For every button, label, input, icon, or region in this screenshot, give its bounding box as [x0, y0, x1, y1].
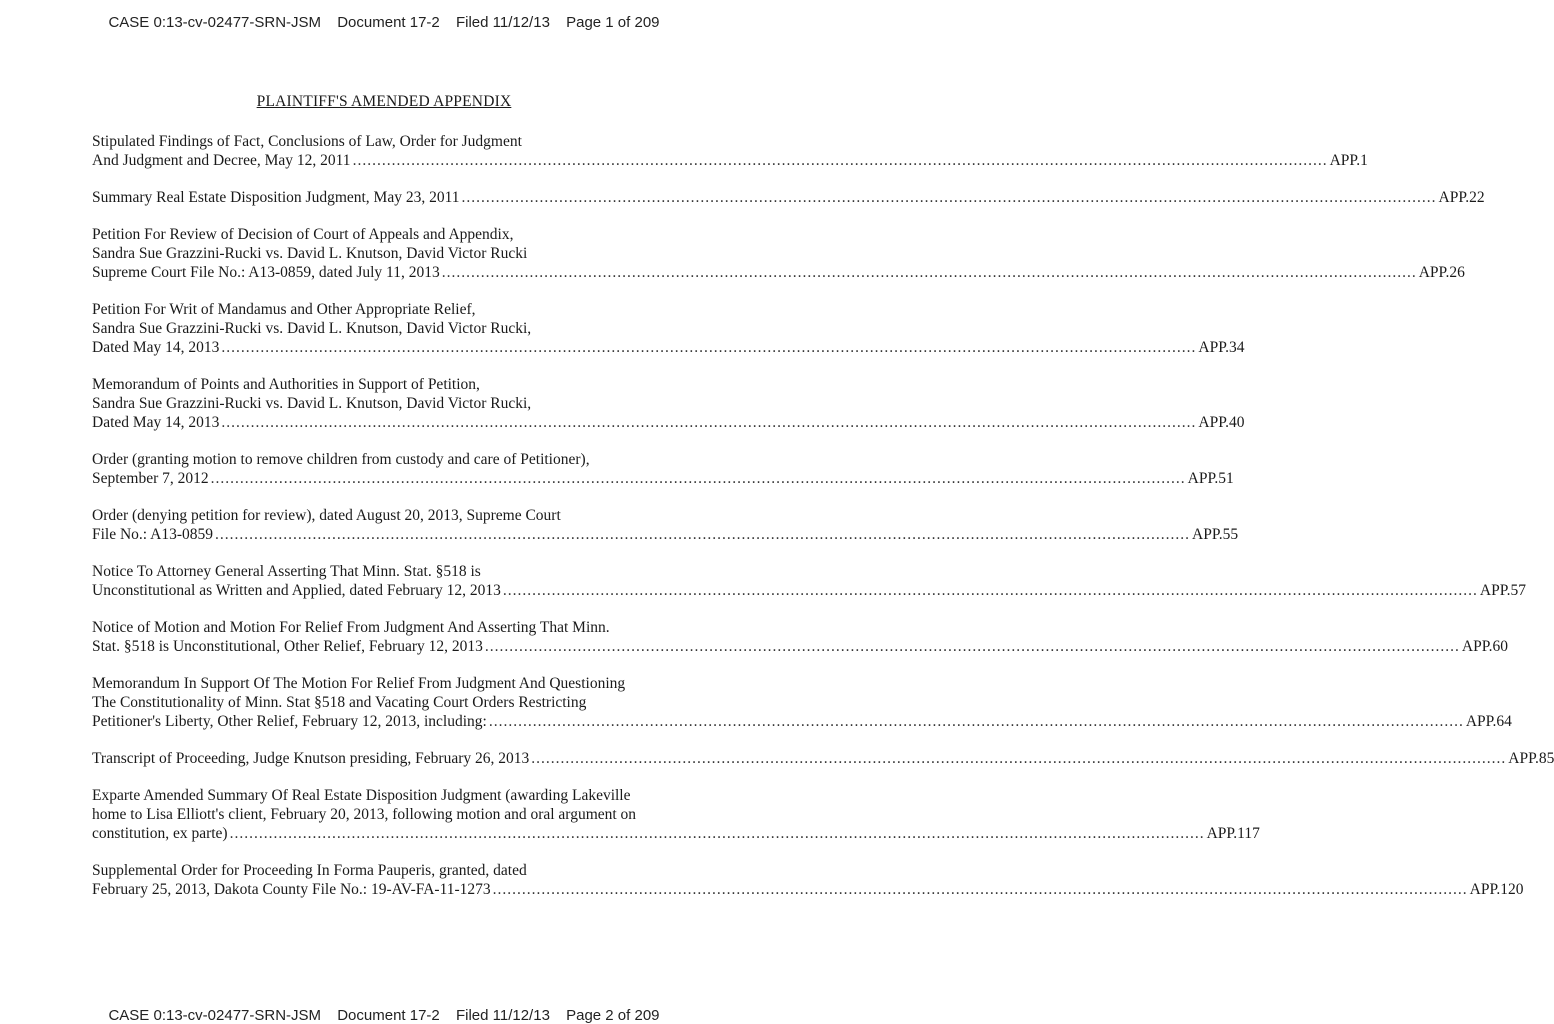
- entry-page-ref: APP.1: [1329, 152, 1368, 169]
- page-number: Page 1 of 209: [566, 14, 660, 31]
- appendix-entry: [92, 132, 1368, 170]
- appendix-entry: [92, 225, 1465, 282]
- page-title: PLAINTIFF'S AMENDED APPENDIX: [256, 93, 512, 110]
- filed-date: Filed 11/12/13: [455, 14, 550, 31]
- entry-page-ref: APP.51: [1187, 470, 1234, 487]
- dot-leader: ........................................................................................................................................................................................................: [441, 264, 1417, 281]
- entry-page-ref: APP.34: [1198, 339, 1245, 356]
- entry-line: Order (denying petition for review), dated August 20, 2013, Supreme Court: [92, 507, 561, 524]
- dot-leader: ........................................................................................................................................................................................................: [492, 881, 1468, 898]
- appendix-entry: [92, 506, 1239, 544]
- entry-last-line: [92, 525, 1239, 544]
- entry-text: Dated May 14, 2013: [92, 414, 220, 431]
- dot-leader: ........................................................................................................................................................................................................: [484, 638, 1460, 655]
- entry-page-ref: APP.60: [1461, 638, 1508, 655]
- dot-leader: ........................................................................................................................................................................................................: [502, 582, 1478, 599]
- entry-page-ref: APP.85: [1508, 750, 1554, 767]
- entry-last-line: [92, 824, 1260, 843]
- document-number: Document 17-2: [337, 14, 440, 31]
- entry-text: Unconstitutional as Written and Applied, dated February 12, 2013: [92, 582, 501, 599]
- entry-text: September 7, 2012: [92, 470, 209, 487]
- dot-leader: ........................................................................................................................................................................................................: [221, 339, 1197, 356]
- dot-leader: ........................................................................................................................................................................................................: [488, 713, 1464, 730]
- entry-line: Sandra Sue Grazzini-Rucki vs. David L. Knutson, David Victor Rucki,: [92, 320, 532, 337]
- dot-leader: ........................................................................................................................................................................................................: [210, 470, 1186, 487]
- entry-text: File No.: A13-0859: [92, 526, 213, 543]
- appendix-entry: [92, 861, 1524, 899]
- entry-last-line: [92, 263, 1465, 282]
- entry-page-ref: APP.55: [1192, 526, 1239, 543]
- appendix-entry: [92, 450, 1234, 488]
- entry-text: Transcript of Proceeding, Judge Knutson presiding, February 26, 2013: [92, 750, 530, 767]
- dot-leader: ........................................................................................................................................................................................................: [531, 750, 1507, 767]
- entry-text: And Judgment and Decree, May 12, 2011: [92, 152, 351, 169]
- dot-leader: ........................................................................................................................................................................................................: [221, 414, 1197, 431]
- entry-last-line: [92, 151, 1368, 170]
- entry-line: Sandra Sue Grazzini-Rucki vs. David L. Knutson, David Victor Rucki,: [92, 395, 532, 412]
- appendix-entry: [92, 786, 1260, 843]
- entry-line: Supplemental Order for Proceeding In Forma Pauperis, granted, dated: [92, 862, 527, 879]
- entry-line: The Constitutionality of Minn. Stat §518 and Vacating Court Orders Restricting: [92, 694, 587, 711]
- footer-document-number: Document 17-2: [337, 1007, 440, 1024]
- entry-page-ref: APP.40: [1198, 414, 1245, 431]
- entry-page-ref: APP.57: [1479, 582, 1526, 599]
- entry-text: Supreme Court File No.: A13-0859, dated July 11, 2013: [92, 264, 440, 281]
- entry-last-line: [92, 880, 1524, 899]
- entry-last-line: [92, 637, 1508, 656]
- dot-leader: ........................................................................................................................................................................................................: [229, 825, 1205, 842]
- entry-page-ref: APP.22: [1438, 189, 1485, 206]
- entry-text: February 25, 2013, Dakota County File No.: 19-AV-FA-11-1273: [92, 881, 491, 898]
- page-footer: [0, 1007, 768, 1024]
- page-header: [0, 14, 768, 31]
- dot-leader: ........................................................................................................................................................................................................: [215, 526, 1190, 543]
- entry-last-line: [92, 581, 1526, 600]
- case-number: CASE 0:13-cv-02477-SRN-JSM: [108, 14, 322, 31]
- appendix-entry: [92, 749, 1554, 768]
- dot-leader: ........................................................................................................................................................................................................: [461, 189, 1437, 206]
- entry-line: Order (granting motion to remove children from custody and care of Petitioner),: [92, 451, 590, 468]
- appendix-entry: [92, 674, 1512, 731]
- entry-last-line: [92, 469, 1234, 488]
- entry-line: Memorandum of Points and Authorities in Support of Petition,: [92, 376, 480, 393]
- entry-text: Petitioner's Liberty, Other Relief, February 12, 2013, including:: [92, 713, 487, 730]
- entry-page-ref: APP.117: [1206, 825, 1260, 842]
- entry-line: Petition For Review of Decision of Court of Appeals and Appendix,: [92, 226, 514, 243]
- entry-page-ref: APP.26: [1418, 264, 1465, 281]
- entry-last-line: [92, 413, 1245, 432]
- entry-line: Exparte Amended Summary Of Real Estate Disposition Judgment (awarding Lakeville: [92, 787, 631, 804]
- footer-page-number: Page 2 of 209: [566, 1007, 660, 1024]
- appendix-entry: [92, 188, 1485, 207]
- entry-line: Notice To Attorney General Asserting That Minn. Stat. §518 is: [92, 563, 481, 580]
- entry-last-line: [92, 712, 1512, 731]
- entry-line: Notice of Motion and Motion For Relief From Judgment And Asserting That Minn.: [92, 619, 610, 636]
- entry-line: Memorandum In Support Of The Motion For Relief From Judgment And Questioning: [92, 675, 626, 692]
- dot-leader: ........................................................................................................................................................................................................: [352, 152, 1328, 169]
- appendix-entry: [92, 300, 1245, 357]
- appendix-entry: [92, 375, 1245, 432]
- footer-filed-date: Filed 11/12/13: [455, 1007, 550, 1024]
- entry-last-line: [92, 749, 1554, 768]
- entry-page-ref: APP.120: [1469, 881, 1524, 898]
- entry-line: Petition For Writ of Mandamus and Other Appropriate Relief,: [92, 301, 476, 318]
- appendix-entry: [92, 562, 1526, 600]
- entry-last-line: [92, 338, 1245, 357]
- entry-text: constitution, ex parte): [92, 825, 228, 842]
- footer-case-number: CASE 0:13-cv-02477-SRN-JSM: [108, 1007, 322, 1024]
- entry-line: home to Lisa Elliott's client, February 20, 2013, following motion and oral argument on: [92, 806, 637, 823]
- entry-last-line: [92, 188, 1485, 207]
- entry-text: Summary Real Estate Disposition Judgment, May 23, 2011: [92, 189, 460, 206]
- appendix-entry: [92, 618, 1508, 656]
- appendix-entry-list: [92, 132, 1554, 917]
- entry-page-ref: APP.64: [1465, 713, 1512, 730]
- entry-text: Dated May 14, 2013: [92, 339, 220, 356]
- entry-line: Stipulated Findings of Fact, Conclusions of Law, Order for Judgment: [92, 133, 522, 150]
- entry-text: Stat. §518 is Unconstitutional, Other Relief, February 12, 2013: [92, 638, 483, 655]
- entry-line: Sandra Sue Grazzini-Rucki vs. David L. Knutson, David Victor Rucki: [92, 245, 528, 262]
